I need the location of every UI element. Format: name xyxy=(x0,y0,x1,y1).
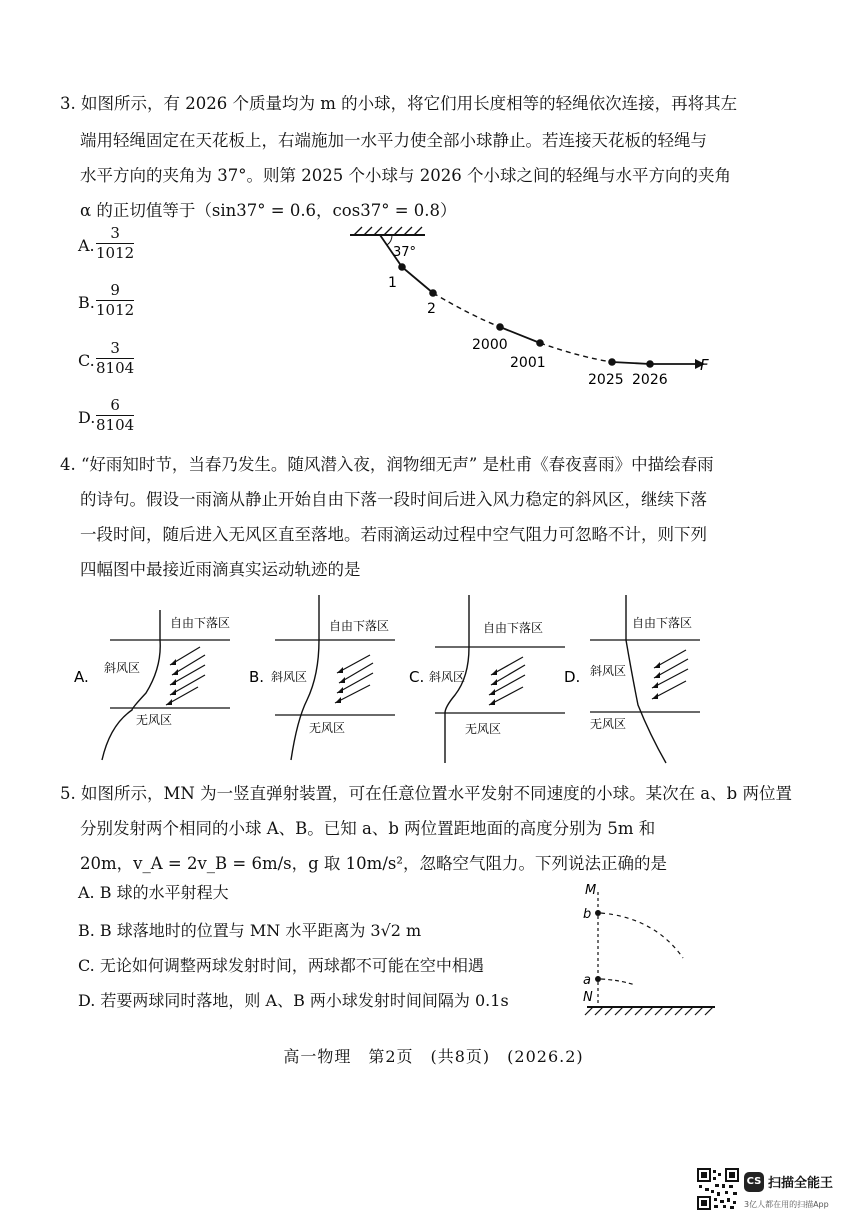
q3-ball-2026-label: 2026 xyxy=(632,372,668,388)
q5-point-a xyxy=(595,976,601,982)
q3-ball-2 xyxy=(429,289,437,297)
q3-line-1: 3. 如图所示，有 2026 个质量均为 m 的小球，将它们用长度相等的轻绳依次连接，再将其左 xyxy=(60,94,738,113)
q5-label-n: N xyxy=(583,990,593,1005)
q3-line-4: α 的正切值等于（sin37° = 0.6，cos37° = 0.8） xyxy=(80,201,457,220)
q3-option-d-fraction: $\frac{6}{8104}$ xyxy=(96,396,135,434)
q4-diagram-b-zone-top: 自由下落区 xyxy=(329,619,390,633)
q5-option-d: D. 若要两球同时落地，则 A、B 两小球发射时间间隔为 0.1s xyxy=(78,991,509,1010)
q3-option-a-label: A. xyxy=(78,236,95,255)
qr-code-icon xyxy=(697,1168,739,1210)
q4-diagram-c xyxy=(405,595,580,765)
q3-ball-2001 xyxy=(536,339,544,347)
q3-option-b-label: B. xyxy=(78,293,95,312)
q5-label-b: b xyxy=(583,907,592,922)
q4-diagram-b-zone-mid: 斜风区 xyxy=(271,670,308,684)
q4-diagram-a-zone-bot: 无风区 xyxy=(136,713,173,727)
q4-diagram-a-label: A. xyxy=(74,668,89,686)
q4-diagram-d-label: D. xyxy=(564,668,581,686)
q3-line-3: 水平方向的夹角为 37°。则第 2025 个小球与 2026 个小球之间的轻绳与水平方向的夹角 xyxy=(80,166,731,185)
q4-diagram-c-label: C. xyxy=(409,668,425,686)
q5-option-c: C. 无论如何调整两球发射时间，两球都不可能在空中相遇 xyxy=(78,956,484,975)
q3-force-label: F xyxy=(700,356,709,374)
page-footer: 高一物理 第2页 (共8页) (2026.2) xyxy=(283,1047,584,1066)
q3-option-a-fraction: $\frac{3}{1012}$ xyxy=(96,224,135,262)
q4-diagram-a-wind-arrows xyxy=(166,647,205,705)
q3-ceiling-hatch xyxy=(354,227,422,235)
q4-diagram-d-wind-arrows xyxy=(652,650,688,699)
q4-line-4: 四幅图中最接近雨滴真实运动轨迹的是 xyxy=(80,560,361,579)
q4-diagram-c-wind-arrows xyxy=(489,657,525,705)
camscanner-logo: CS xyxy=(744,1172,764,1192)
q3-ball-2-label: 2 xyxy=(427,301,436,317)
q5-ground-hatch xyxy=(585,1007,713,1015)
q3-option-b-fraction: $\frac{9}{1012}$ xyxy=(96,281,135,319)
q5-label-m: M xyxy=(585,883,597,898)
q4-diagram-c-zone-bot: 无风区 xyxy=(465,722,502,736)
q5-line-3: 20m，v_A = 2v_B = 6m/s，g 取 10m/s²，忽略空气阻力。下列说法正确的是 xyxy=(80,854,667,873)
watermark-tagline: 3亿人都在用的扫描App xyxy=(744,1200,829,1209)
q4-diagram-a-zone-top: 自由下落区 xyxy=(170,616,231,630)
q5-label-a: a xyxy=(583,973,591,988)
q5-option-a: A. B 球的水平射程大 xyxy=(78,883,229,902)
q3-angle-label: 37° xyxy=(393,245,417,260)
q3-line-2: 端用轻绳固定在天花板上，右端施加一水平力使全部小球静止。若连接天花板的轻绳与 xyxy=(80,131,707,150)
q4-line-2: 的诗句。假设一雨滴从静止开始自由下落一段时间后进入风力稳定的斜风区，继续下落 xyxy=(80,490,707,509)
q3-option-c-label: C. xyxy=(78,351,95,370)
q3-ball-2000 xyxy=(496,323,504,331)
q5-line-2: 分别发射两个相同的小球 A、B。已知 a、b 两位置距地面的高度分别为 5m 和 xyxy=(80,819,656,838)
q3-ball-2001-label: 2001 xyxy=(510,355,546,371)
q4-diagram-a-trajectory xyxy=(102,610,160,760)
q3-ball-2025 xyxy=(608,358,616,366)
q5-line-1: 5. 如图所示，MN 为一竖直弹射装置，可在任意位置水平发射不同速度的小球。某次在 a、b 两位置 xyxy=(60,784,792,803)
q3-ball-2025-label: 2025 xyxy=(588,372,624,388)
q4-line-3: 一段时间，随后进入无风区直至落地。若雨滴运动过程中空气阻力可忽略不计，则下列 xyxy=(80,525,707,544)
q3-ball-2026 xyxy=(646,360,654,368)
q5-trajectory-a xyxy=(601,979,635,985)
q4-diagram-b xyxy=(245,595,415,765)
q5-launcher-figure xyxy=(575,880,720,1020)
q4-diagram-b-zone-bot: 无风区 xyxy=(309,721,346,735)
watermark-brand: 扫描全能王 xyxy=(768,1176,834,1191)
q5-trajectory-b xyxy=(601,913,683,958)
q3-ball-1 xyxy=(398,263,406,271)
q3-angle-arc xyxy=(387,235,392,245)
q5-option-b: B. B 球落地时的位置与 MN 水平距离为 3√2 m xyxy=(78,921,422,940)
q4-diagram-c-zone-mid: 斜风区 xyxy=(429,670,466,684)
q3-rope-dashed-2 xyxy=(540,343,612,362)
q3-option-c-fraction: $\frac{3}{8104}$ xyxy=(96,339,135,377)
q4-diagram-a xyxy=(70,605,240,765)
q4-diagram-b-label: B. xyxy=(249,668,265,686)
q4-diagram-d xyxy=(560,595,735,765)
q4-diagram-d-zone-mid: 斜风区 xyxy=(590,664,627,678)
q4-diagram-d-zone-top: 自由下落区 xyxy=(632,616,693,630)
q4-diagram-c-zone-top: 自由下落区 xyxy=(483,621,544,635)
q3-option-d-label: D. xyxy=(78,408,96,427)
q5-point-b xyxy=(595,910,601,916)
q3-ball-2000-label: 2000 xyxy=(472,337,508,353)
q3-ball-1-label: 1 xyxy=(388,275,397,291)
q4-line-1: 4. “好雨知时节，当春乃发生。随风潜入夜，润物细无声” 是杜甫《春夜喜雨》中描绘春雨 xyxy=(60,455,714,474)
q4-diagram-a-zone-mid: 斜风区 xyxy=(104,661,141,675)
q4-diagram-b-wind-arrows xyxy=(335,655,373,703)
q4-diagram-d-zone-bot: 无风区 xyxy=(590,717,627,731)
q3-ball-chain-figure xyxy=(340,225,720,395)
q3-rope-dashed-1 xyxy=(433,293,500,327)
